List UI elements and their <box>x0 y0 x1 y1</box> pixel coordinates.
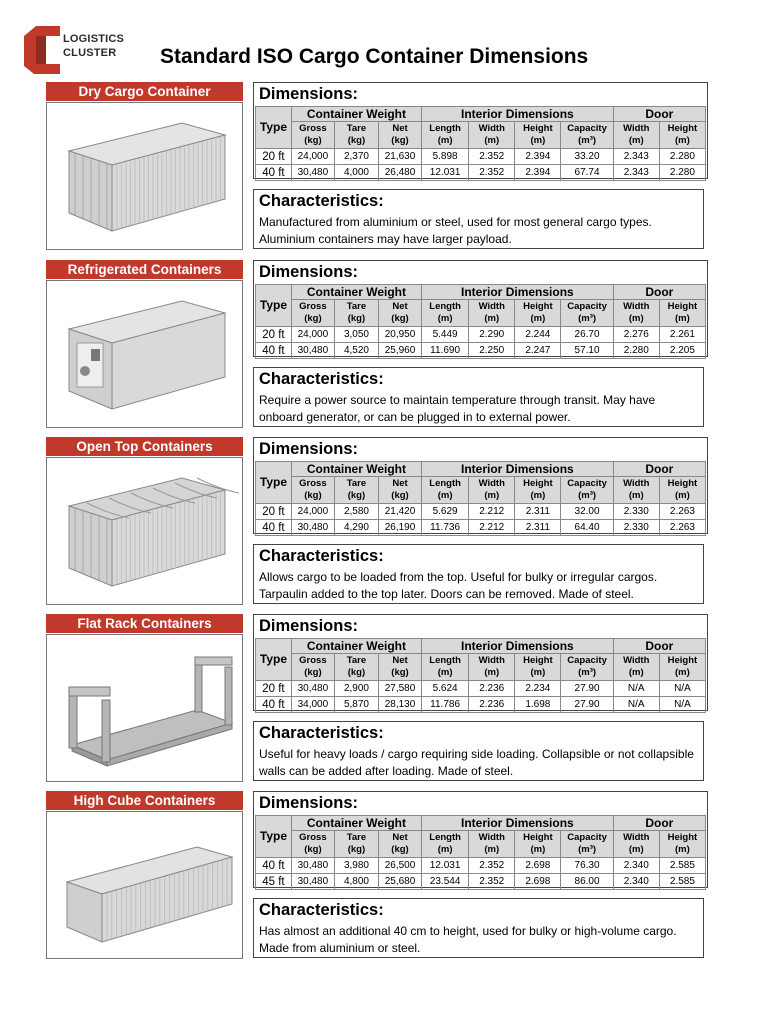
table-cell: 30,480 <box>291 520 334 536</box>
table-cell: 26,480 <box>378 165 421 181</box>
table-cell: 23.544 <box>422 874 469 890</box>
table-cell: 2.205 <box>659 343 705 359</box>
table-cell: 24,000 <box>291 149 334 165</box>
height-header: Height (m) <box>515 122 561 149</box>
container-weight-header: Container Weight <box>291 462 421 477</box>
tare-header: Tare (kg) <box>334 831 378 858</box>
table-cell: 5.629 <box>422 504 469 520</box>
container-weight-header: Container Weight <box>291 816 421 831</box>
door-height-header: Height (m) <box>659 300 705 327</box>
container-image <box>46 634 243 782</box>
type-header: Type <box>256 462 292 504</box>
table-cell: 2.311 <box>515 520 561 536</box>
capacity-header: Capacity (m³) <box>561 654 613 681</box>
characteristics-heading: Characteristics: <box>259 192 384 210</box>
dimensions-heading: Dimensions: <box>259 617 359 635</box>
type-cell: 40 ft <box>256 697 292 713</box>
characteristics-text: Manufactured from aluminium or steel, used for most general cargo types. Aluminium containers may have larger payload. <box>259 215 652 246</box>
table-cell: 2.352 <box>469 874 515 890</box>
dimensions-box <box>253 82 708 179</box>
table-cell: 1.698 <box>515 697 561 713</box>
table-cell: 2,900 <box>334 681 378 697</box>
characteristics-heading: Characteristics: <box>259 901 384 919</box>
dry-container-icon <box>47 103 242 249</box>
dimensions-box <box>253 614 708 711</box>
interior-dimensions-header: Interior Dimensions <box>422 462 614 477</box>
section-2 <box>46 260 710 435</box>
height-header: Height (m) <box>515 831 561 858</box>
table-cell: 2.244 <box>515 327 561 343</box>
characteristics-box <box>253 721 704 781</box>
type-header: Type <box>256 639 292 681</box>
container-weight-header: Container Weight <box>291 639 421 654</box>
section-3 <box>46 437 710 612</box>
section-5 <box>46 791 710 966</box>
length-header: Length (m) <box>422 300 469 327</box>
door-width-header: Width (m) <box>613 831 659 858</box>
table-cell: 30,480 <box>291 343 334 359</box>
section-title: Dry Cargo Container <box>46 82 243 101</box>
door-height-header: Height (m) <box>659 831 705 858</box>
type-cell: 40 ft <box>256 165 292 181</box>
table-cell: 2.234 <box>515 681 561 697</box>
table-cell: N/A <box>613 697 659 713</box>
section-4 <box>46 614 710 789</box>
table-cell: 57.10 <box>561 343 613 359</box>
height-header: Height (m) <box>515 654 561 681</box>
table-cell: 26.70 <box>561 327 613 343</box>
tare-header: Tare (kg) <box>334 122 378 149</box>
table-cell: 12.031 <box>422 858 469 874</box>
type-header: Type <box>256 285 292 327</box>
logo-mark-icon <box>24 24 60 74</box>
table-cell: 5.624 <box>422 681 469 697</box>
section-title: Open Top Containers <box>46 437 243 456</box>
capacity-header: Capacity (m³) <box>561 300 613 327</box>
net-header: Net (kg) <box>378 122 421 149</box>
table-cell: 2.340 <box>613 858 659 874</box>
type-cell: 20 ft <box>256 149 292 165</box>
table-cell: 4,290 <box>334 520 378 536</box>
table-cell: 2.250 <box>469 343 515 359</box>
capacity-header: Capacity (m³) <box>561 122 613 149</box>
type-header: Type <box>256 816 292 858</box>
dimensions-box <box>253 791 708 888</box>
table-cell: 2.280 <box>659 165 705 181</box>
type-cell: 40 ft <box>256 858 292 874</box>
table-cell: 21,630 <box>378 149 421 165</box>
table-cell: 12.031 <box>422 165 469 181</box>
gross-header: Gross (kg) <box>291 300 334 327</box>
gross-header: Gross (kg) <box>291 122 334 149</box>
section-title: High Cube Containers <box>46 791 243 810</box>
dimensions-heading: Dimensions: <box>259 440 359 458</box>
table-cell: 2.585 <box>659 858 705 874</box>
table-cell: 2.276 <box>613 327 659 343</box>
characteristics-box <box>253 189 704 249</box>
dimensions-table <box>255 461 706 536</box>
capacity-header: Capacity (m³) <box>561 831 613 858</box>
interior-dimensions-header: Interior Dimensions <box>422 639 614 654</box>
width-header: Width (m) <box>469 300 515 327</box>
table-cell: 11.690 <box>422 343 469 359</box>
door-header: Door <box>613 816 705 831</box>
logo-text <box>63 32 124 60</box>
gross-header: Gross (kg) <box>291 654 334 681</box>
table-cell: 2.698 <box>515 858 561 874</box>
characteristics-box <box>253 544 704 604</box>
table-cell: 4,000 <box>334 165 378 181</box>
table-cell: 2.352 <box>469 858 515 874</box>
table-cell: 2.212 <box>469 520 515 536</box>
open-top-container-icon <box>47 458 242 604</box>
length-header: Length (m) <box>422 654 469 681</box>
table-row <box>256 149 706 165</box>
characteristics-heading: Characteristics: <box>259 724 384 742</box>
height-header: Height (m) <box>515 300 561 327</box>
table-cell: 27.90 <box>561 681 613 697</box>
section-title: Flat Rack Containers <box>46 614 243 633</box>
dimensions-table <box>255 815 706 890</box>
table-cell: 2.352 <box>469 165 515 181</box>
table-cell: 67.74 <box>561 165 613 181</box>
table-cell: 2.698 <box>515 874 561 890</box>
tare-header: Tare (kg) <box>334 477 378 504</box>
table-cell: 2.263 <box>659 504 705 520</box>
table-cell: 2.330 <box>613 520 659 536</box>
high-cube-container-icon <box>47 812 242 958</box>
door-header: Door <box>613 285 705 300</box>
capacity-header: Capacity (m³) <box>561 477 613 504</box>
dimensions-table <box>255 106 706 181</box>
table-cell: 26,190 <box>378 520 421 536</box>
table-cell: 26,500 <box>378 858 421 874</box>
table-cell: 3,050 <box>334 327 378 343</box>
type-cell: 20 ft <box>256 681 292 697</box>
table-cell: 2.263 <box>659 520 705 536</box>
table-row <box>256 697 706 713</box>
table-cell: 21,420 <box>378 504 421 520</box>
table-cell: 30,480 <box>291 681 334 697</box>
door-width-header: Width (m) <box>613 122 659 149</box>
gross-header: Gross (kg) <box>291 477 334 504</box>
width-header: Width (m) <box>469 831 515 858</box>
type-cell: 40 ft <box>256 343 292 359</box>
door-width-header: Width (m) <box>613 477 659 504</box>
table-cell: 30,480 <box>291 874 334 890</box>
table-cell: 5.449 <box>422 327 469 343</box>
container-image <box>46 811 243 959</box>
door-header: Door <box>613 107 705 122</box>
table-cell: 24,000 <box>291 504 334 520</box>
table-cell: N/A <box>613 681 659 697</box>
container-weight-header: Container Weight <box>291 285 421 300</box>
table-cell: 64.40 <box>561 520 613 536</box>
table-cell: 2.247 <box>515 343 561 359</box>
table-cell: 30,480 <box>291 165 334 181</box>
container-image <box>46 280 243 428</box>
height-header: Height (m) <box>515 477 561 504</box>
type-cell: 45 ft <box>256 874 292 890</box>
table-cell: 86.00 <box>561 874 613 890</box>
table-cell: 27.90 <box>561 697 613 713</box>
door-header: Door <box>613 639 705 654</box>
table-cell: 4,800 <box>334 874 378 890</box>
table-row <box>256 165 706 181</box>
door-width-header: Width (m) <box>613 654 659 681</box>
table-row <box>256 520 706 536</box>
table-cell: 2.585 <box>659 874 705 890</box>
table-row <box>256 858 706 874</box>
table-cell: 2.330 <box>613 504 659 520</box>
gross-header: Gross (kg) <box>291 831 334 858</box>
type-header: Type <box>256 107 292 149</box>
door-height-header: Height (m) <box>659 477 705 504</box>
table-cell: 27,580 <box>378 681 421 697</box>
door-header: Door <box>613 462 705 477</box>
type-cell: 20 ft <box>256 327 292 343</box>
net-header: Net (kg) <box>378 654 421 681</box>
length-header: Length (m) <box>422 831 469 858</box>
table-cell: 2.290 <box>469 327 515 343</box>
table-cell: 5,870 <box>334 697 378 713</box>
table-cell: 2.394 <box>515 149 561 165</box>
page-title: Standard ISO Cargo Container Dimensions <box>160 45 589 68</box>
tare-header: Tare (kg) <box>334 300 378 327</box>
dimensions-heading: Dimensions: <box>259 263 359 281</box>
table-cell: 2,580 <box>334 504 378 520</box>
table-row <box>256 681 706 697</box>
logistics-cluster-logo <box>24 24 134 74</box>
characteristics-text: Require a power source to maintain temperature through transit. May have onboard generator, or can be plugged in to external power. <box>259 393 656 424</box>
table-cell: 25,680 <box>378 874 421 890</box>
table-cell: 2.280 <box>613 343 659 359</box>
characteristics-text: Useful for heavy loads / cargo requiring side loading. Collapsible or not collapsible walls can be added after loading. Made of steel. <box>259 747 694 778</box>
table-cell: 11.736 <box>422 520 469 536</box>
interior-dimensions-header: Interior Dimensions <box>422 107 614 122</box>
table-cell: 11.786 <box>422 697 469 713</box>
table-cell: 3,980 <box>334 858 378 874</box>
section-1 <box>46 82 710 257</box>
table-cell: 2,370 <box>334 149 378 165</box>
reefer-container-icon <box>47 281 242 427</box>
type-cell: 40 ft <box>256 520 292 536</box>
characteristics-text: Allows cargo to be loaded from the top. Useful for bulky or irregular cargos. Tarpaulin added to the top later. Doors can be removed. Made of steel. <box>259 570 658 601</box>
dimensions-heading: Dimensions: <box>259 85 359 103</box>
net-header: Net (kg) <box>378 477 421 504</box>
table-cell: 2.394 <box>515 165 561 181</box>
width-header: Width (m) <box>469 477 515 504</box>
tare-header: Tare (kg) <box>334 654 378 681</box>
door-height-header: Height (m) <box>659 122 705 149</box>
door-height-header: Height (m) <box>659 654 705 681</box>
width-header: Width (m) <box>469 654 515 681</box>
table-cell: 30,480 <box>291 858 334 874</box>
table-cell: 4,520 <box>334 343 378 359</box>
characteristics-heading: Characteristics: <box>259 547 384 565</box>
table-cell: 76.30 <box>561 858 613 874</box>
table-row <box>256 874 706 890</box>
width-header: Width (m) <box>469 122 515 149</box>
dimensions-body <box>256 149 706 181</box>
dimensions-body <box>256 504 706 536</box>
table-cell: N/A <box>659 681 705 697</box>
container-weight-header: Container Weight <box>291 107 421 122</box>
table-cell: 32.00 <box>561 504 613 520</box>
characteristics-box <box>253 898 704 958</box>
type-cell: 20 ft <box>256 504 292 520</box>
dimensions-heading: Dimensions: <box>259 794 359 812</box>
table-cell: 2.236 <box>469 697 515 713</box>
net-header: Net (kg) <box>378 300 421 327</box>
length-header: Length (m) <box>422 122 469 149</box>
length-header: Length (m) <box>422 477 469 504</box>
table-cell: 2.261 <box>659 327 705 343</box>
net-header: Net (kg) <box>378 831 421 858</box>
table-cell: 2.352 <box>469 149 515 165</box>
table-cell: 2.280 <box>659 149 705 165</box>
dimensions-table <box>255 638 706 713</box>
dimensions-box <box>253 437 708 534</box>
section-title: Refrigerated Containers <box>46 260 243 279</box>
table-row <box>256 343 706 359</box>
table-cell: 28,130 <box>378 697 421 713</box>
container-image <box>46 102 243 250</box>
table-cell: 2.340 <box>613 874 659 890</box>
interior-dimensions-header: Interior Dimensions <box>422 816 614 831</box>
door-width-header: Width (m) <box>613 300 659 327</box>
table-row <box>256 504 706 520</box>
table-cell: 2.311 <box>515 504 561 520</box>
table-cell: 20,950 <box>378 327 421 343</box>
table-cell: 2.212 <box>469 504 515 520</box>
dimensions-body <box>256 327 706 359</box>
characteristics-heading: Characteristics: <box>259 370 384 388</box>
dimensions-body <box>256 858 706 890</box>
table-cell: 2.343 <box>613 165 659 181</box>
table-cell: 2.343 <box>613 149 659 165</box>
logo-line-1: LOGISTICS <box>63 33 125 45</box>
logo-line-2: CLUSTER <box>63 47 117 59</box>
table-cell: 24,000 <box>291 327 334 343</box>
table-cell: 5.898 <box>422 149 469 165</box>
characteristics-box <box>253 367 704 427</box>
dimensions-body <box>256 681 706 713</box>
interior-dimensions-header: Interior Dimensions <box>422 285 614 300</box>
dimensions-table <box>255 284 706 359</box>
table-cell: 2.236 <box>469 681 515 697</box>
table-cell: N/A <box>659 697 705 713</box>
container-image <box>46 457 243 605</box>
table-row <box>256 327 706 343</box>
dimensions-box <box>253 260 708 357</box>
table-cell: 34,000 <box>291 697 334 713</box>
flat-rack-container-icon <box>47 635 242 781</box>
characteristics-text: Has almost an additional 40 cm to height, used for bulky or high-volume cargo. Made from aluminium or steel. <box>259 924 677 955</box>
table-cell: 33.20 <box>561 149 613 165</box>
table-cell: 25,960 <box>378 343 421 359</box>
